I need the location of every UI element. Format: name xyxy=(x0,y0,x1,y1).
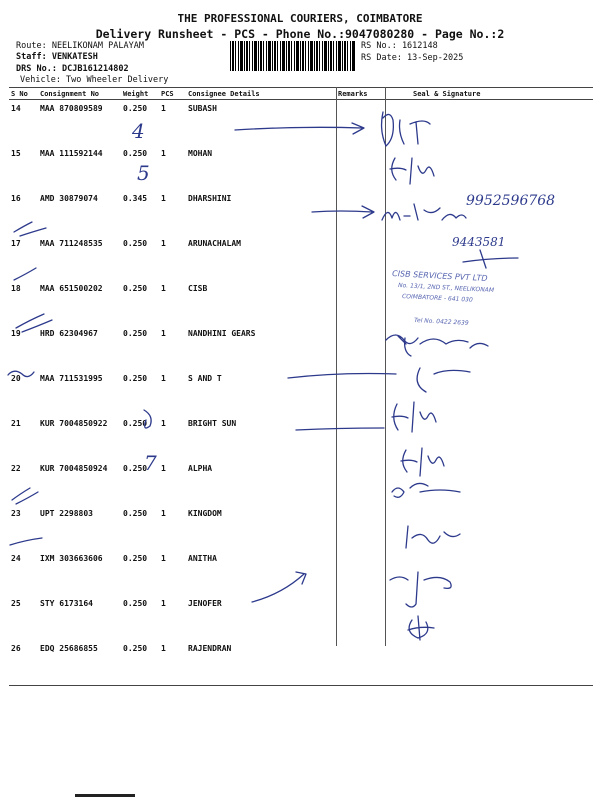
cell-weight: 0.250 xyxy=(123,554,148,563)
cell-consignee: ANITHA xyxy=(188,554,217,563)
vehicle-label: Vehicle: Two Wheeler Delivery xyxy=(20,75,169,85)
cell-pcs: 1 xyxy=(161,374,166,383)
cell-weight: 0.250 xyxy=(123,104,148,113)
stamp-line1: CISB SERVICES PVT LTD xyxy=(391,269,488,283)
cell-sno: 15 xyxy=(11,149,21,158)
cell-pcs: 1 xyxy=(161,104,166,113)
cell-consignee: ARUNACHALAM xyxy=(188,239,241,248)
cell-pcs: 1 xyxy=(159,640,186,686)
cell-pcs: 1 xyxy=(161,149,166,158)
col-sno: S No xyxy=(9,88,38,100)
cell-weight: 0.250 xyxy=(123,149,148,158)
cell-consignment: MAA 711248535 xyxy=(40,239,103,248)
cell-weight: 0.250 xyxy=(123,509,148,518)
cell-consignment: IXM 303663606 xyxy=(40,554,103,563)
cell-weight: 0.250 xyxy=(123,464,148,473)
cell-pcs: 1 xyxy=(161,509,166,518)
cell-sno: 20 xyxy=(11,374,21,383)
cell-pcs: 1 xyxy=(161,194,166,203)
cell-consignee: BRIGHT SUN xyxy=(188,419,237,428)
cell-sno: 14 xyxy=(11,104,21,113)
cell-consignee: SUBASH xyxy=(188,104,217,113)
cell-consignment: UPT 2298803 xyxy=(40,509,93,518)
cell-weight: 0.250 xyxy=(123,599,148,608)
cell-pcs: 1 xyxy=(161,239,166,248)
cell-weight: 0.250 xyxy=(121,640,159,686)
cell-sno: 23 xyxy=(11,509,21,518)
stamp-line2: No. 13/1, 2ND ST., NEELIKONAM xyxy=(397,282,495,295)
cell-consignee: RAJENDRAN xyxy=(186,640,336,686)
cell-weight: 0.250 xyxy=(123,284,148,293)
cell-consignee: NANDHINI GEARS xyxy=(188,329,256,338)
page-title: THE PROFESSIONAL COURIERS, COIMBATORE xyxy=(177,12,423,25)
stamp-line3: COIMBATORE - 641 030 xyxy=(401,293,473,304)
runsheet-subtitle: Delivery Runsheet - PCS - Phone No.:9047080280 - Page No.:2 xyxy=(95,27,505,41)
cell-consignment: MAA 711531995 xyxy=(40,374,103,383)
cell-weight: 0.250 xyxy=(123,419,148,428)
page-edge-mark xyxy=(75,794,135,797)
route-label: Route: NEELIKONAM PALAYAM xyxy=(16,41,144,51)
cell-weight: 0.250 xyxy=(123,329,148,338)
col-seal-signature: Seal & Signature xyxy=(385,88,593,100)
cell-consignee: KINGDOM xyxy=(188,509,222,518)
cell-sno: 22 xyxy=(11,464,21,473)
cell-sno: 26 xyxy=(9,640,38,686)
stamp-line4: Tel No. 0422 2639 xyxy=(413,317,469,327)
col-weight: Weight xyxy=(121,88,159,100)
cell-consignee: JENOFER xyxy=(188,599,222,608)
drs-number: DRS No.: DCJB161214802 xyxy=(16,64,129,74)
col-remarks: Remarks xyxy=(336,88,385,100)
cell-consignment: AMD 30879074 xyxy=(40,194,98,203)
cell-consignment: EDQ 25686855 xyxy=(38,640,121,686)
cell-pcs: 1 xyxy=(161,464,166,473)
cell-pcs: 1 xyxy=(161,599,166,608)
col-consignment: Consignment No xyxy=(38,88,121,100)
cell-sno: 19 xyxy=(11,329,21,338)
cell-weight: 0.250 xyxy=(123,374,148,383)
cell-consignee: S AND T xyxy=(188,374,222,383)
cell-pcs: 1 xyxy=(161,554,166,563)
cell-pcs: 1 xyxy=(161,329,166,338)
handwritten-note-row17: 9443581 xyxy=(452,235,506,249)
cell-consignment: MAA 651500202 xyxy=(40,284,103,293)
cell-consignment: MAA 111592144 xyxy=(40,149,103,158)
rs-number: RS No.: 1612148 xyxy=(361,41,438,51)
staff-label: Staff: VENKATESH xyxy=(16,52,98,62)
cell-consignment: HRD 62304967 xyxy=(40,329,98,338)
handwritten-mark-row15: 5 xyxy=(137,161,150,185)
cell-sno: 24 xyxy=(11,554,21,563)
cell-sno: 18 xyxy=(11,284,21,293)
cell-consignee: DHARSHINI xyxy=(188,194,232,203)
cell-sno: 25 xyxy=(11,599,21,608)
cell-consignment: KUR 7004850922 xyxy=(40,419,108,428)
cell-consignee: ALPHA xyxy=(188,464,213,473)
handwritten-mark-row14: 4 xyxy=(132,119,145,143)
cell-consignment: KUR 7004850924 xyxy=(40,464,108,473)
cell-consignment: MAA 870809589 xyxy=(40,104,103,113)
cell-weight: 0.250 xyxy=(123,239,148,248)
cell-consignee: MOHAN xyxy=(188,149,213,158)
col-pcs: PCS xyxy=(159,88,186,100)
handwritten-mark-row22: 7 xyxy=(144,451,157,475)
cell-sno: 17 xyxy=(11,239,21,248)
col-consignee: Consignee Details xyxy=(186,88,336,100)
cell-consignee: CISB xyxy=(188,284,208,293)
cell-sno: 21 xyxy=(11,419,21,428)
rs-date: RS Date: 13-Sep-2025 xyxy=(361,53,464,63)
cell-pcs: 1 xyxy=(161,284,166,293)
cell-consignment: STY 6173164 xyxy=(40,599,93,608)
cell-pcs: 1 xyxy=(161,419,166,428)
cell-weight: 0.345 xyxy=(123,194,148,203)
cell-sno: 16 xyxy=(11,194,21,203)
handwritten-phone-row16: 9952596768 xyxy=(466,193,556,209)
